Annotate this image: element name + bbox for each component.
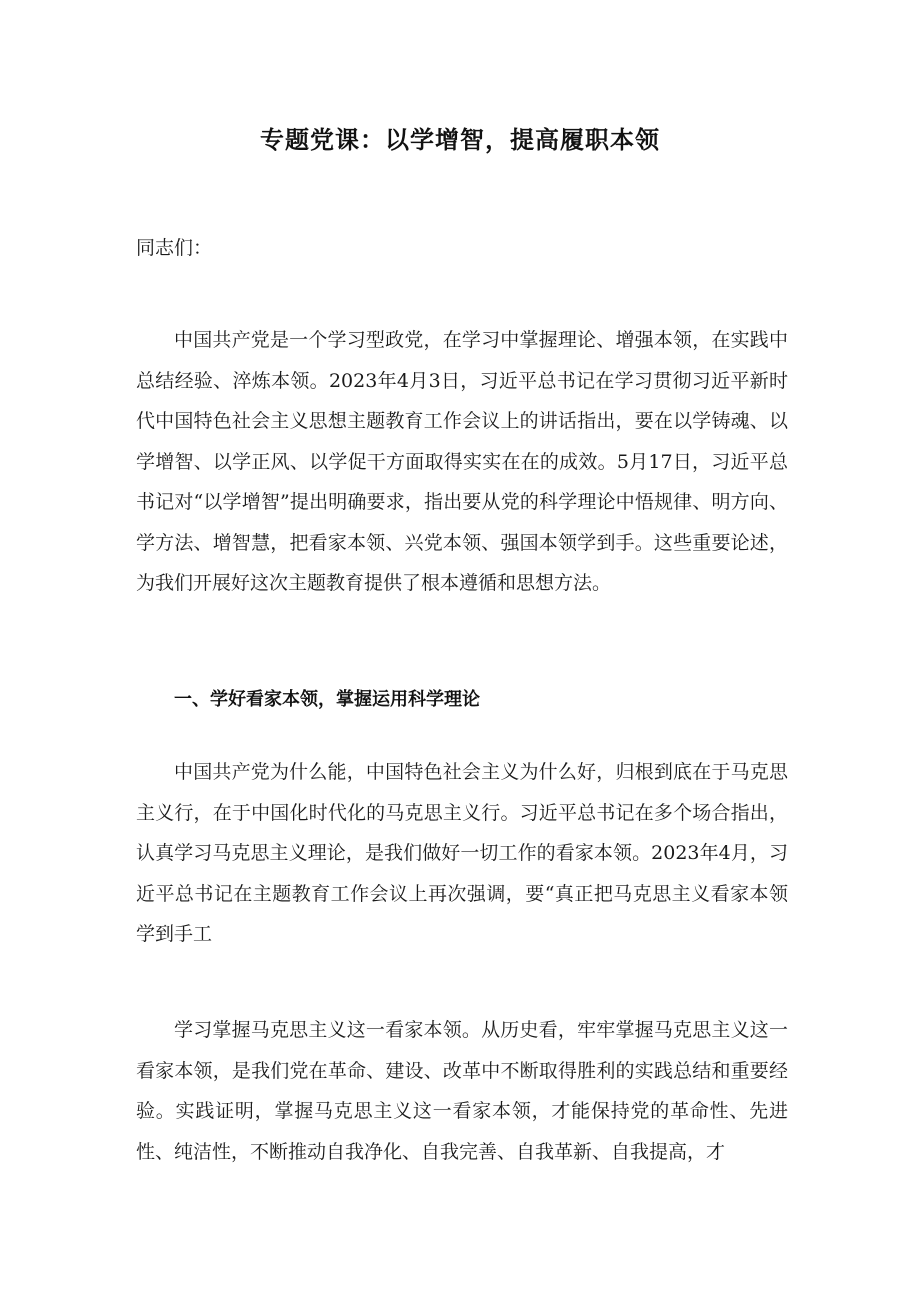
intro-paragraph: 中国共产党是一个学习型政党，在学习中掌握理论、增强本领，在实践中总结经验、淬炼本领。2023年4月3日，习近平总书记在学习贯彻习近平新时代中国特色社会主义思想主题教育工作会议上的讲话指出，要在以学铸魂、以学增智、以学正风、以学促干方面取得实实在在的成效。5月17日，习近平总书记对“以学增智”提出明确要求，指出要从党的科学理论中悟规律、明方向、学方法、增智慧，把看家本领、兴党本领、强国本领学到手。这些重要论述，为我们开展好这次主题教育提供了根本遵循和思想方法。: [136, 329, 788, 594]
section1-paragraph-2: 学习掌握马克思主义这一看家本领。从历史看，牢牢掌握马克思主义这一看家本领，是我们党在革命、建设、改革中不断取得胜利的实践总结和重要经验。实践证明，掌握马克思主义这一看家本领，才能保持党的革命性、先进性、纯洁性，不断推动自我净化、自我完善、自我革新、自我提高，才: [136, 1019, 788, 1163]
section1-paragraph-1: 中国共产党为什么能，中国特色社会主义为什么好，归根到底在于马克思主义行，在于中国化时代化的马克思主义行。习近平总书记在多个场合指出，认真学习马克思主义理论，是我们做好一切工作的看家本领。2023年4月，习近平总书记在主题教育工作会议上再次强调，要“真正把马克思主义看家本领学到手工: [136, 761, 788, 945]
salutation: 同志们：: [136, 237, 213, 259]
section-heading-1: 一、学好看家本领，掌握运用科学理论: [174, 689, 480, 710]
document-title: 专题党课：以学增智，提高履职本领: [260, 126, 660, 154]
